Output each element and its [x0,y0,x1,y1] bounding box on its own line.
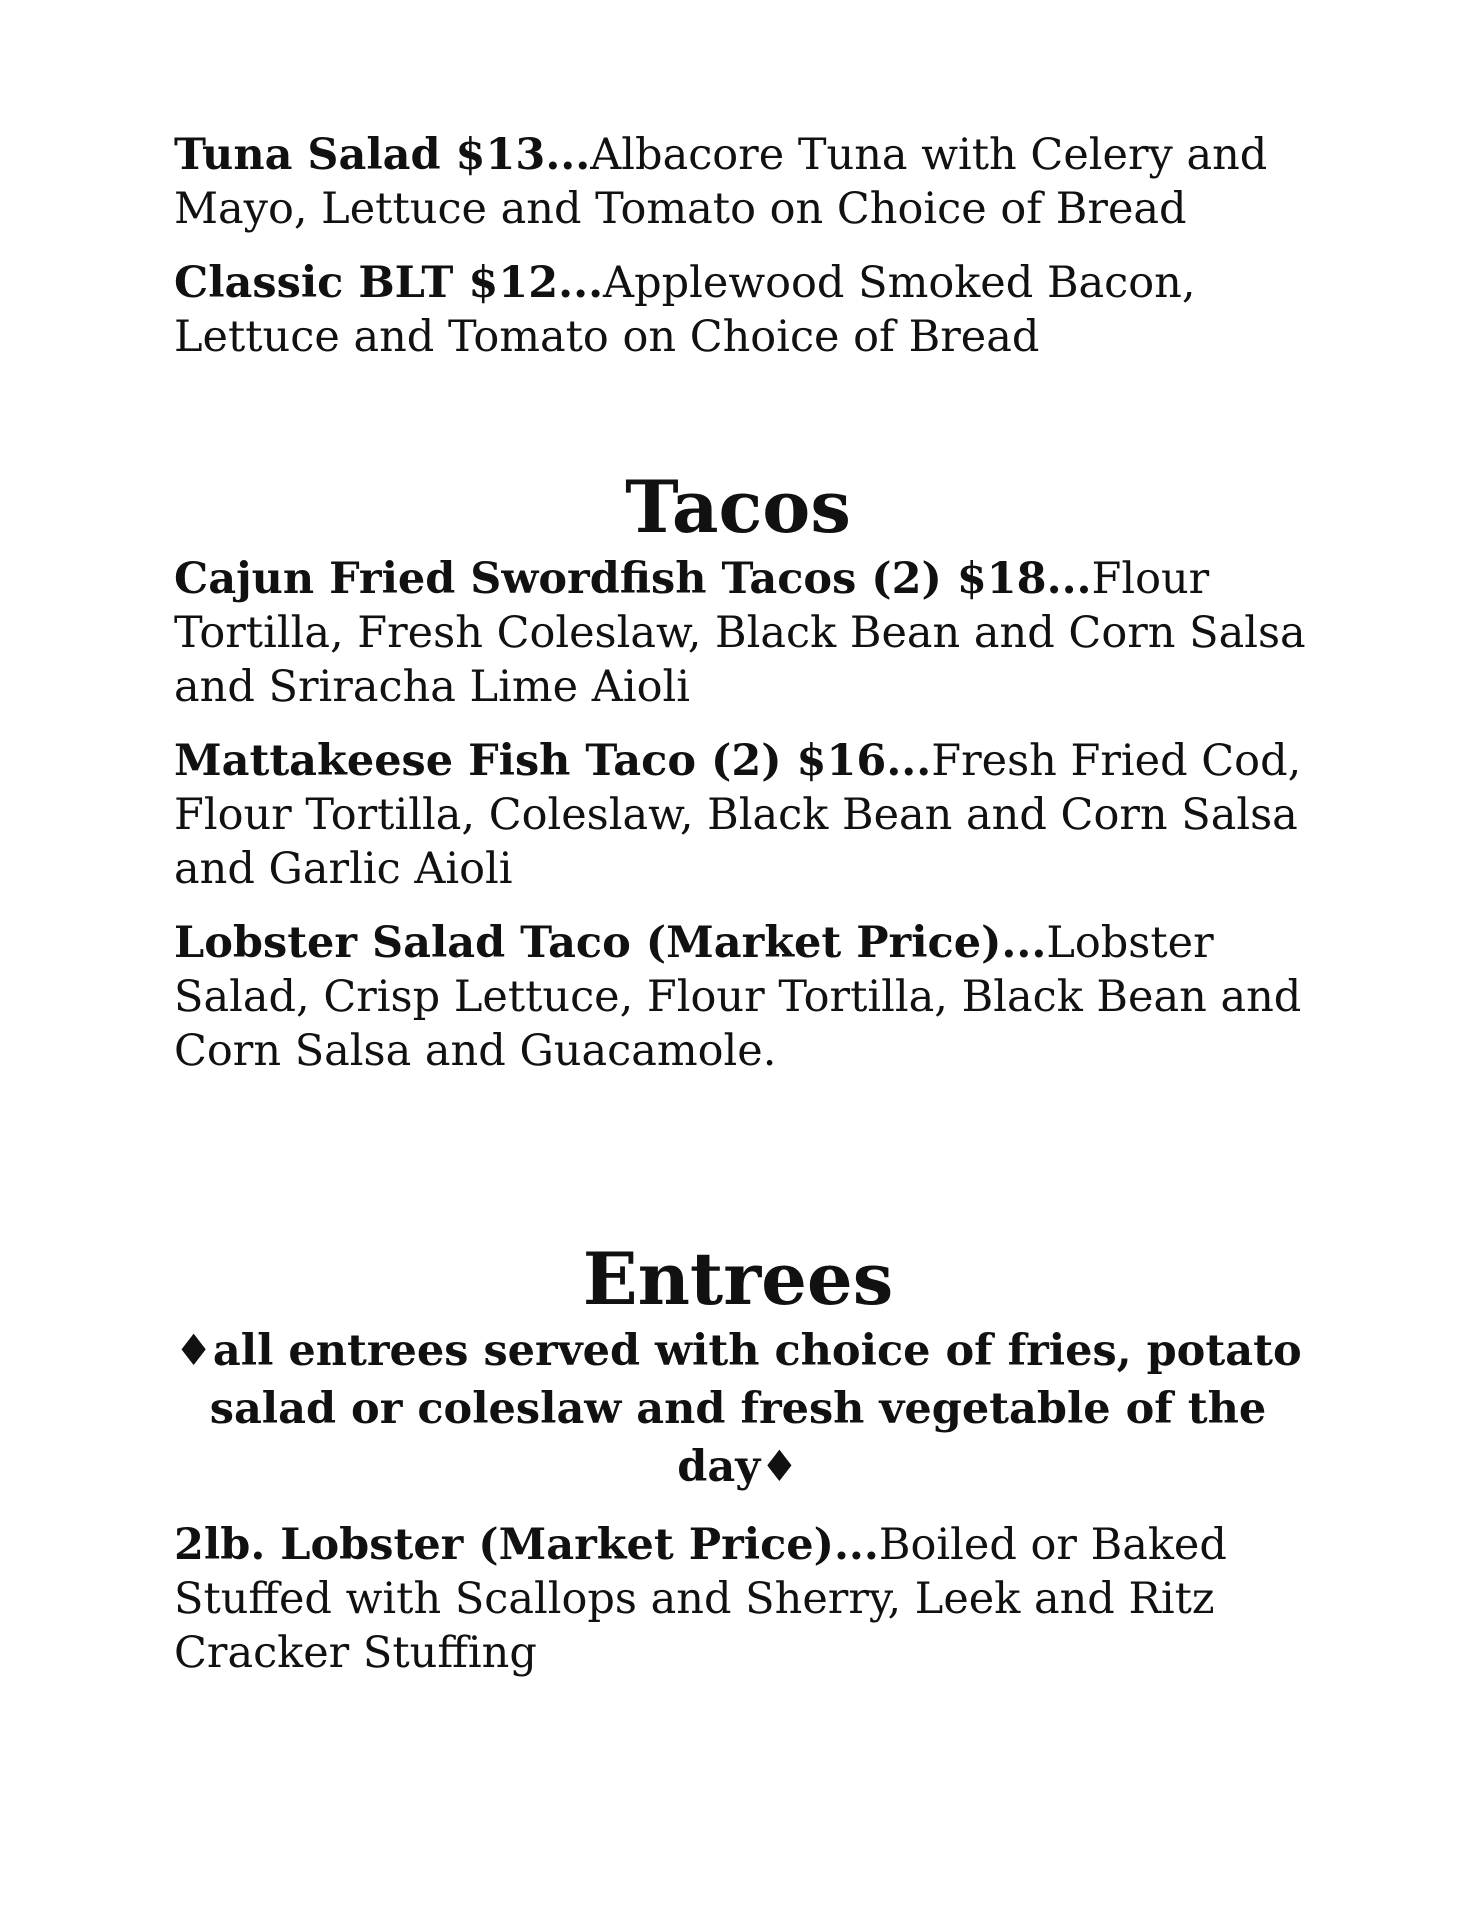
item-name: Mattakeese Fish Taco (2) $16... [174,736,932,786]
item-name: Classic BLT $12... [174,258,604,308]
menu-item-lobster-salad-taco [174,916,1324,1078]
section-title-entrees: Entrees [582,1236,894,1321]
menu-item-tuna-salad [174,128,1324,236]
item-name: 2lb. Lobster (Market Price)... [174,1520,879,1570]
menu-item-swordfish-tacos [174,552,1324,714]
section-title-tacos: Tacos [625,464,851,549]
item-description: Lobster Salad, Crisp Lettuce, Flour Tortilla, Black Bean and Corn Salsa and Guacamole. [174,918,1302,1076]
menu-page [174,128,1324,1700]
item-description: Boiled or Baked Stuffed with Scallops and Sherry, Leek and Ritz Cracker Stuffing [174,1520,1227,1678]
item-description: Fresh Fried Cod, Flour Tortilla, Coleslaw, Black Bean and Corn Salsa and Garlic Aioli [174,736,1302,894]
item-description: Albacore Tuna with Celery and Mayo, Lettuce and Tomato on Choice of Bread [174,130,1268,234]
menu-item-classic-blt [174,256,1324,364]
item-name: Cajun Fried Swordfish Tacos (2) $18... [174,554,1092,604]
menu-item-lobster [174,1518,1324,1680]
item-description: Applewood Smoked Bacon, Lettuce and Tomato on Choice of Bread [174,258,1196,362]
item-name: Tuna Salad $13... [174,130,591,180]
item-name: Lobster Salad Taco (Market Price)... [174,918,1047,968]
item-description: Flour Tortilla, Fresh Coleslaw, Black Bean and Corn Salsa and Sriracha Lime Aioli [174,554,1306,712]
entrees-note: ♦all entrees served with choice of fries, potato salad or coleslaw and fresh vegetable of the day♦ [174,1326,1302,1492]
menu-item-fish-taco [174,734,1324,896]
